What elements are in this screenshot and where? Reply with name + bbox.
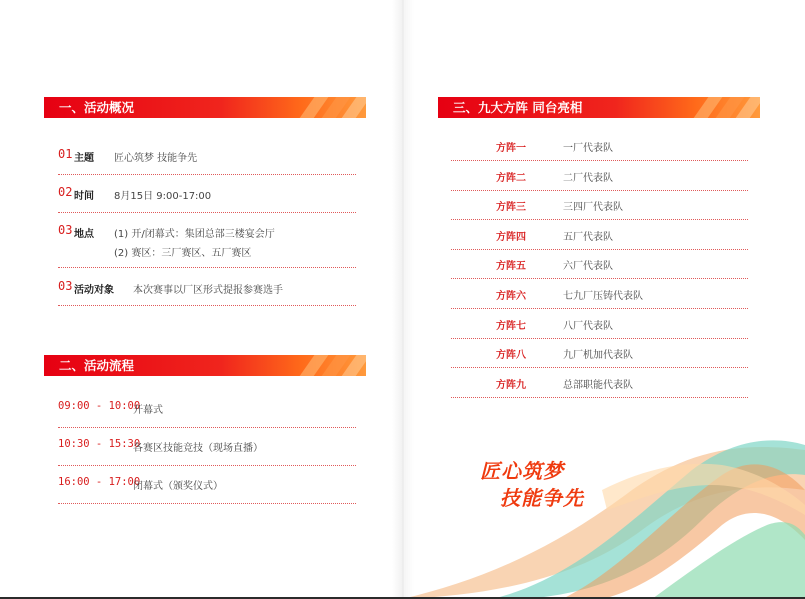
team-description: 六厂代表队: [563, 261, 613, 272]
team-name: 方阵三: [496, 202, 526, 213]
item-label: 活动对象: [74, 285, 114, 296]
teams-section-banner: [438, 97, 760, 118]
location-line-2: (2) 赛区：三厂赛区、五厂赛区: [114, 248, 252, 259]
item-number: 03: [58, 279, 73, 293]
team-name: 方阵七: [496, 321, 526, 332]
team-row: [451, 139, 748, 161]
team-row: [451, 346, 748, 368]
flow-item-opening: [58, 400, 356, 428]
flow-description: 各赛区技能竞技（现场直播）: [133, 443, 263, 454]
team-description: 七九厂压铸代表队: [563, 291, 643, 302]
team-description: 一厂代表队: [563, 143, 613, 154]
teams-section-title: 三、九大方阵 同台亮相: [453, 100, 583, 115]
team-row: [451, 376, 748, 398]
team-row: [451, 228, 748, 250]
item-number: 02: [58, 185, 73, 199]
team-name: 方阵五: [496, 261, 526, 272]
item-label: 时间: [74, 191, 94, 202]
team-row: [451, 257, 748, 279]
flow-item-closing: [58, 476, 356, 504]
item-value: 匠心筑梦 技能争先: [114, 153, 198, 164]
flow-section-title: 二、活动流程: [59, 358, 135, 373]
team-name: 方阵九: [496, 380, 526, 391]
slogan-line-1: 匠心筑梦: [480, 459, 564, 483]
team-name: 方阵六: [496, 291, 526, 302]
location-line-1: (1) 开/闭幕式：集团总部三楼宴会厅: [114, 229, 275, 240]
team-description: 二厂代表队: [563, 173, 613, 184]
flow-description: 闭幕式（颁奖仪式）: [133, 481, 223, 492]
overview-item-time: [58, 185, 356, 213]
overview-item-theme: [58, 147, 356, 175]
overview-section-banner: [44, 97, 366, 118]
item-label: 地点: [74, 229, 94, 240]
team-row: [451, 169, 748, 191]
team-description: 五厂代表队: [563, 232, 613, 243]
item-value: 本次赛事以厂区形式提报参赛选手: [133, 285, 283, 296]
flow-time: 09:00 - 10:00: [58, 400, 141, 412]
page-fold-shadow: [392, 0, 414, 599]
overview-section-title: 一、活动概况: [59, 100, 135, 115]
team-description: 八厂代表队: [563, 321, 613, 332]
item-number: 03: [58, 223, 73, 237]
item-value: 8月15日 9:00-17:00: [114, 191, 212, 202]
team-description: 九厂机加代表队: [563, 350, 633, 361]
item-number: 01: [58, 147, 73, 161]
slogan-line-2: 技能争先: [500, 486, 584, 510]
team-name: 方阵四: [496, 232, 526, 243]
team-description: 总部职能代表队: [563, 380, 633, 391]
team-name: 方阵一: [496, 143, 526, 154]
flow-description: 开幕式: [133, 405, 163, 416]
team-name: 方阵二: [496, 173, 526, 184]
overview-item-location: [58, 223, 356, 268]
flow-section-banner: [44, 355, 366, 376]
right-page: [402, 0, 805, 599]
team-name: 方阵八: [496, 350, 526, 361]
item-label: 主题: [74, 153, 94, 164]
team-row: [451, 287, 748, 309]
left-page: [0, 0, 402, 599]
item-value: [114, 225, 275, 259]
team-description: 三四厂代表队: [563, 202, 623, 213]
decorative-ribbons: [402, 430, 805, 599]
flow-time: 16:00 - 17:00: [58, 476, 141, 488]
team-row: [451, 198, 748, 220]
overview-item-participants: [58, 279, 356, 306]
flow-item-competition: [58, 438, 356, 466]
flow-time: 10:30 - 15:30: [58, 438, 141, 450]
team-row: [451, 317, 748, 339]
